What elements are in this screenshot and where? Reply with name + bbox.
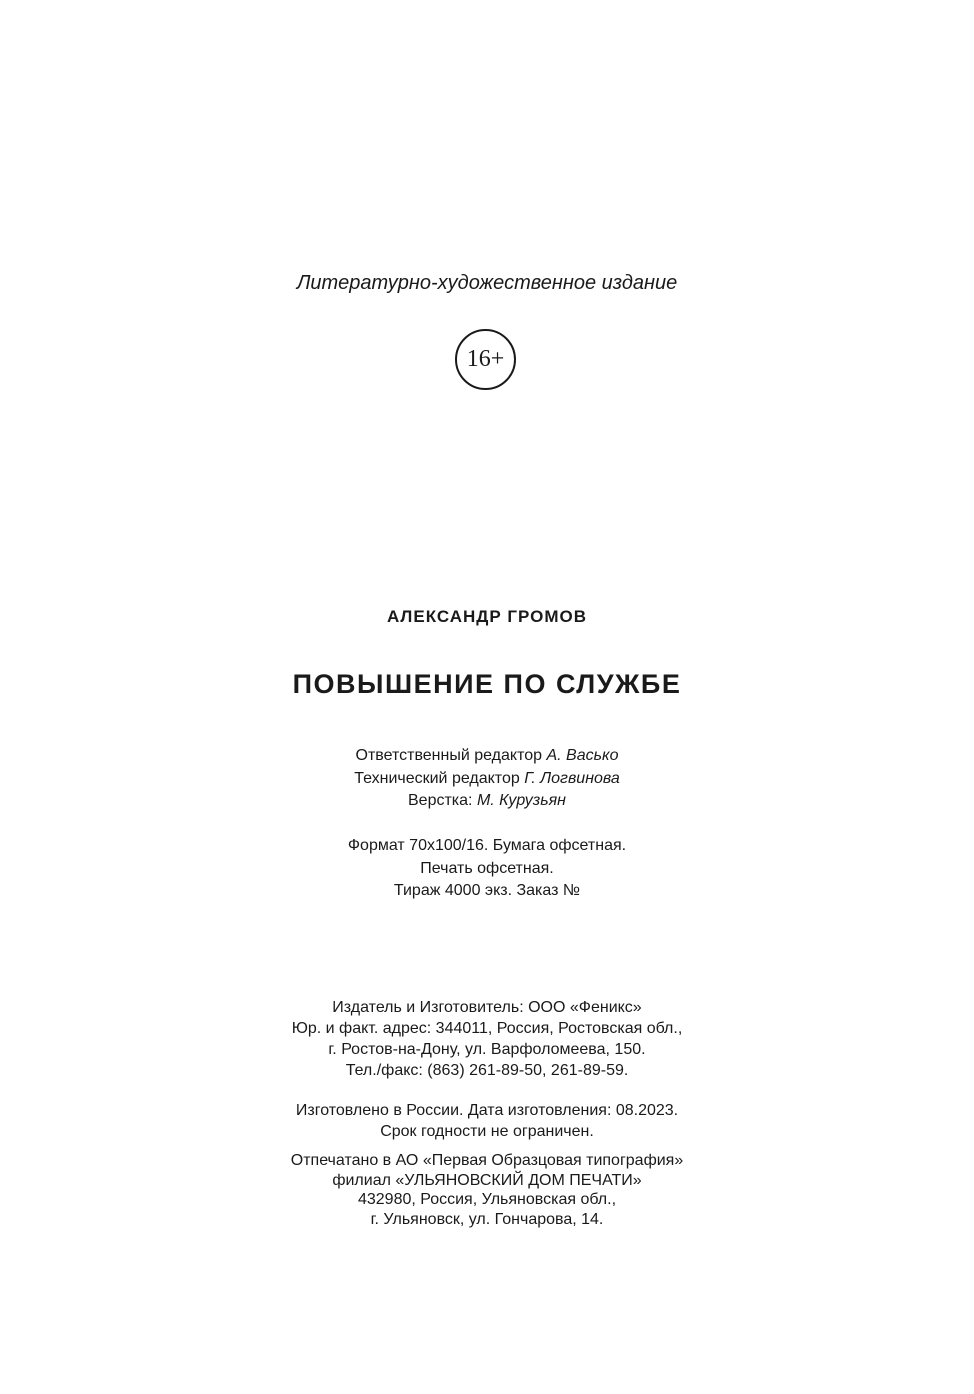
spec-line: Тираж 4000 экз. Заказ № (393, 882, 581, 899)
print-specs-block (0, 835, 974, 903)
credits-block (0, 745, 974, 813)
printer-line: г. Ульяновск, ул. Гончарова, 14. (370, 1210, 604, 1228)
spec-line: Печать офсетная. (420, 859, 554, 877)
printer-line: 432980, Россия, Ульяновская обл., (357, 1191, 617, 1208)
publisher-line: Издатель и Изготовитель: ООО «Феникс» (332, 999, 642, 1016)
credit-person: М. Курузьян (476, 792, 566, 809)
manufacturing-block (0, 1100, 974, 1142)
publisher-line: Тел./факс: (863) 261-89-50, 261-89-59. (345, 1062, 629, 1079)
credit-role: Ответственный редактор (355, 747, 547, 764)
author-name: АЛЕКСАНДР ГРОМОВ (386, 607, 588, 626)
publisher-block (0, 997, 974, 1081)
book-title: ПОВЫШЕНИЕ ПО СЛУЖБЕ (292, 669, 682, 699)
age-rating-badge: 16+ (455, 329, 516, 390)
manufacturing-line: Изготовлено в России. Дата изготовления: 08.2023. (295, 1102, 679, 1119)
credit-role: Технический редактор (354, 769, 525, 787)
spec-line: Формат 70x100/16. Бумага офсетная. (347, 837, 627, 854)
manufacturing-line: Срок годности не ограничен. (380, 1123, 594, 1140)
credit-line-layout (0, 790, 974, 813)
genre-label: Литературно-художественное издание (296, 272, 678, 294)
credit-role: Верстка: (408, 792, 477, 809)
publisher-line: Юр. и факт. адрес: 344011, Россия, Ростовская обл., (291, 1020, 683, 1037)
credit-line-editor (0, 745, 974, 768)
credit-person: Г. Логвинова (524, 769, 620, 787)
publisher-line: г. Ростов-на-Дону, ул. Варфоломеева, 150. (328, 1041, 646, 1058)
printer-block (0, 1151, 974, 1229)
credit-person: А. Васько (546, 747, 619, 764)
printer-line: филиал «УЛЬЯНОВСКИЙ ДОМ ПЕЧАТИ» (332, 1171, 642, 1189)
printer-line: Отпечатано в АО «Первая Образцовая типография» (290, 1152, 684, 1169)
credit-line-tech-editor (0, 768, 974, 791)
